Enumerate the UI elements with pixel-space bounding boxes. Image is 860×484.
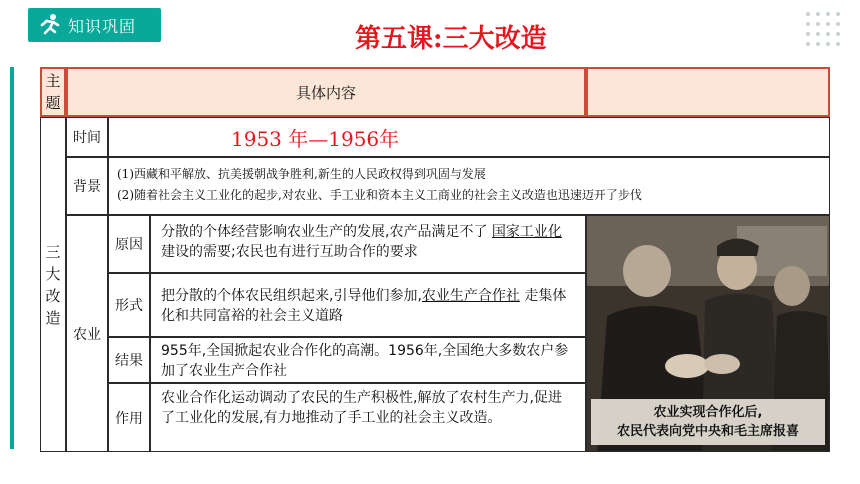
reason-label: 原因 xyxy=(108,215,150,273)
content-table xyxy=(40,67,830,452)
form-text-b: 走集体化和共同富裕的社会主义道路 xyxy=(161,288,567,324)
side-char-1: 三 xyxy=(45,242,61,261)
side-label xyxy=(40,117,66,452)
accent-bar xyxy=(10,67,14,449)
page-title: 第五课:三大改造 xyxy=(355,24,547,54)
header-empty xyxy=(586,67,830,117)
historical-photo xyxy=(586,215,830,452)
time-value: 1953 年—1956年 xyxy=(231,126,400,151)
form-text xyxy=(150,273,586,337)
row-time-label: 时间 xyxy=(66,117,108,157)
side-char-3: 改 xyxy=(45,286,61,305)
side-char-2: 大 xyxy=(45,264,61,283)
form-text-a: 把分散的个体农民组织起来,引导他们参加, xyxy=(161,288,422,304)
form-label: 形式 xyxy=(108,273,150,337)
caption-line-1: 农业实现合作化后, xyxy=(653,405,763,420)
header-theme-char-2: 题 xyxy=(45,94,61,112)
running-person-icon xyxy=(36,12,62,38)
photo-caption xyxy=(591,399,825,445)
reason-text-b: 建设的需要;农民也有进行互助合作的要求 xyxy=(161,244,418,260)
badge-label: 知识巩固 xyxy=(68,16,137,36)
row-agriculture-label: 农业 xyxy=(66,215,108,452)
decorative-dots xyxy=(804,10,846,54)
row-background-value xyxy=(108,157,830,215)
background-line-1: (1)西藏和平解放、抗美援朝战争胜利,新生的人民政权得到巩固与发展 xyxy=(117,167,486,181)
header-theme xyxy=(40,67,66,117)
reason-answer: 国家工业化 xyxy=(491,224,562,240)
result-text: 955年,全国掀起农业合作化的高潮。1956年,全国绝大多数农户参加了农业生产合作社 xyxy=(150,337,586,383)
result-label: 结果 xyxy=(108,337,150,383)
reason-text-a: 分散的个体经营影响农业生产的发展,农产品满足不了 xyxy=(161,224,492,240)
effect-text: 农业合作化运动调动了农民的生产积极性,解放了农村生产力,促进了工业化的发展,有力地推动了手工业的社会主义改造。 xyxy=(150,383,586,452)
section-badge xyxy=(28,8,161,42)
effect-label: 作用 xyxy=(108,383,150,452)
row-time-value xyxy=(108,117,830,157)
header-theme-char-1: 主 xyxy=(45,72,61,90)
reason-text xyxy=(150,215,586,273)
side-char-4: 造 xyxy=(45,308,61,327)
background-line-2: (2)随着社会主义工业化的起步,对农业、手工业和资本主义工商业的社会主义改造也迅速迈开了步伐 xyxy=(117,188,642,202)
row-background-label: 背景 xyxy=(66,157,108,215)
form-answer: 农业生产合作社 xyxy=(421,288,520,304)
caption-line-2: 农民代表向党中央和毛主席报喜 xyxy=(616,424,799,439)
header-content: 具体内容 xyxy=(66,67,586,117)
